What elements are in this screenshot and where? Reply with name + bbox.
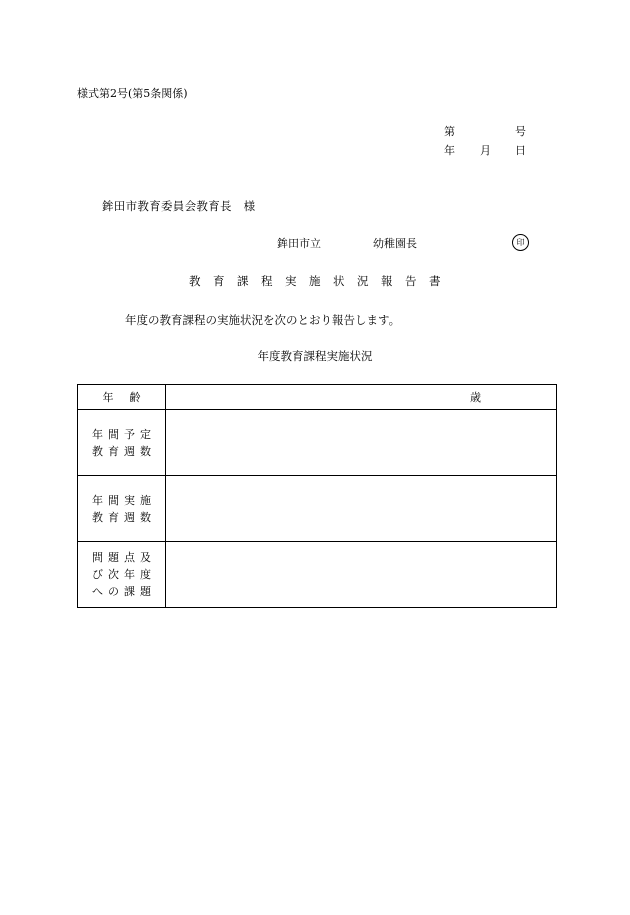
age-label-cell: 年齢 xyxy=(78,385,166,410)
sender-city: 鉾田市立 xyxy=(277,237,321,250)
row-label-line: 年間実施 xyxy=(92,493,156,507)
date-day: 日 xyxy=(515,144,526,157)
intro-text: 年度の教育課程の実施状況を次のとおり報告します。 xyxy=(125,313,401,327)
row-label-actual-weeks xyxy=(78,476,166,542)
document-title: 教育課程実施状況報告書 xyxy=(189,274,453,288)
row-label-line: 教育週数 xyxy=(92,444,156,458)
form-number: 様式第2号(第5条関係) xyxy=(77,87,188,100)
row-label-line: び次年度 xyxy=(92,568,156,581)
row-label-line: への課題 xyxy=(92,585,156,598)
document-number-prefix: 第 xyxy=(444,125,455,138)
date-year: 年 xyxy=(444,144,455,157)
planned-weeks-value-cell[interactable] xyxy=(166,410,557,476)
table-row xyxy=(78,476,557,542)
row-label-line: 年間予定 xyxy=(92,427,156,441)
document-number-suffix: 号 xyxy=(515,125,526,138)
table-row xyxy=(78,542,557,608)
table-row-age xyxy=(78,385,557,410)
row-label-line: 問題点及 xyxy=(92,551,156,564)
table-row xyxy=(78,410,557,476)
seal-mark: 印 xyxy=(512,234,529,251)
actual-weeks-value-cell[interactable] xyxy=(166,476,557,542)
age-value-cell[interactable]: 歳 xyxy=(166,385,557,410)
table-title: 年度教育課程実施状況 xyxy=(257,349,373,363)
row-label-line: 教育週数 xyxy=(92,510,156,524)
row-label-planned-weeks xyxy=(78,410,166,476)
report-table xyxy=(77,384,557,608)
date-month: 月 xyxy=(480,144,491,157)
issues-value-cell[interactable] xyxy=(166,542,557,608)
sender-kindergarten-head: 幼稚園長 xyxy=(373,237,417,250)
addressee: 鉾田市教育委員会教育長 様 xyxy=(102,199,256,213)
row-label-issues xyxy=(78,542,166,608)
